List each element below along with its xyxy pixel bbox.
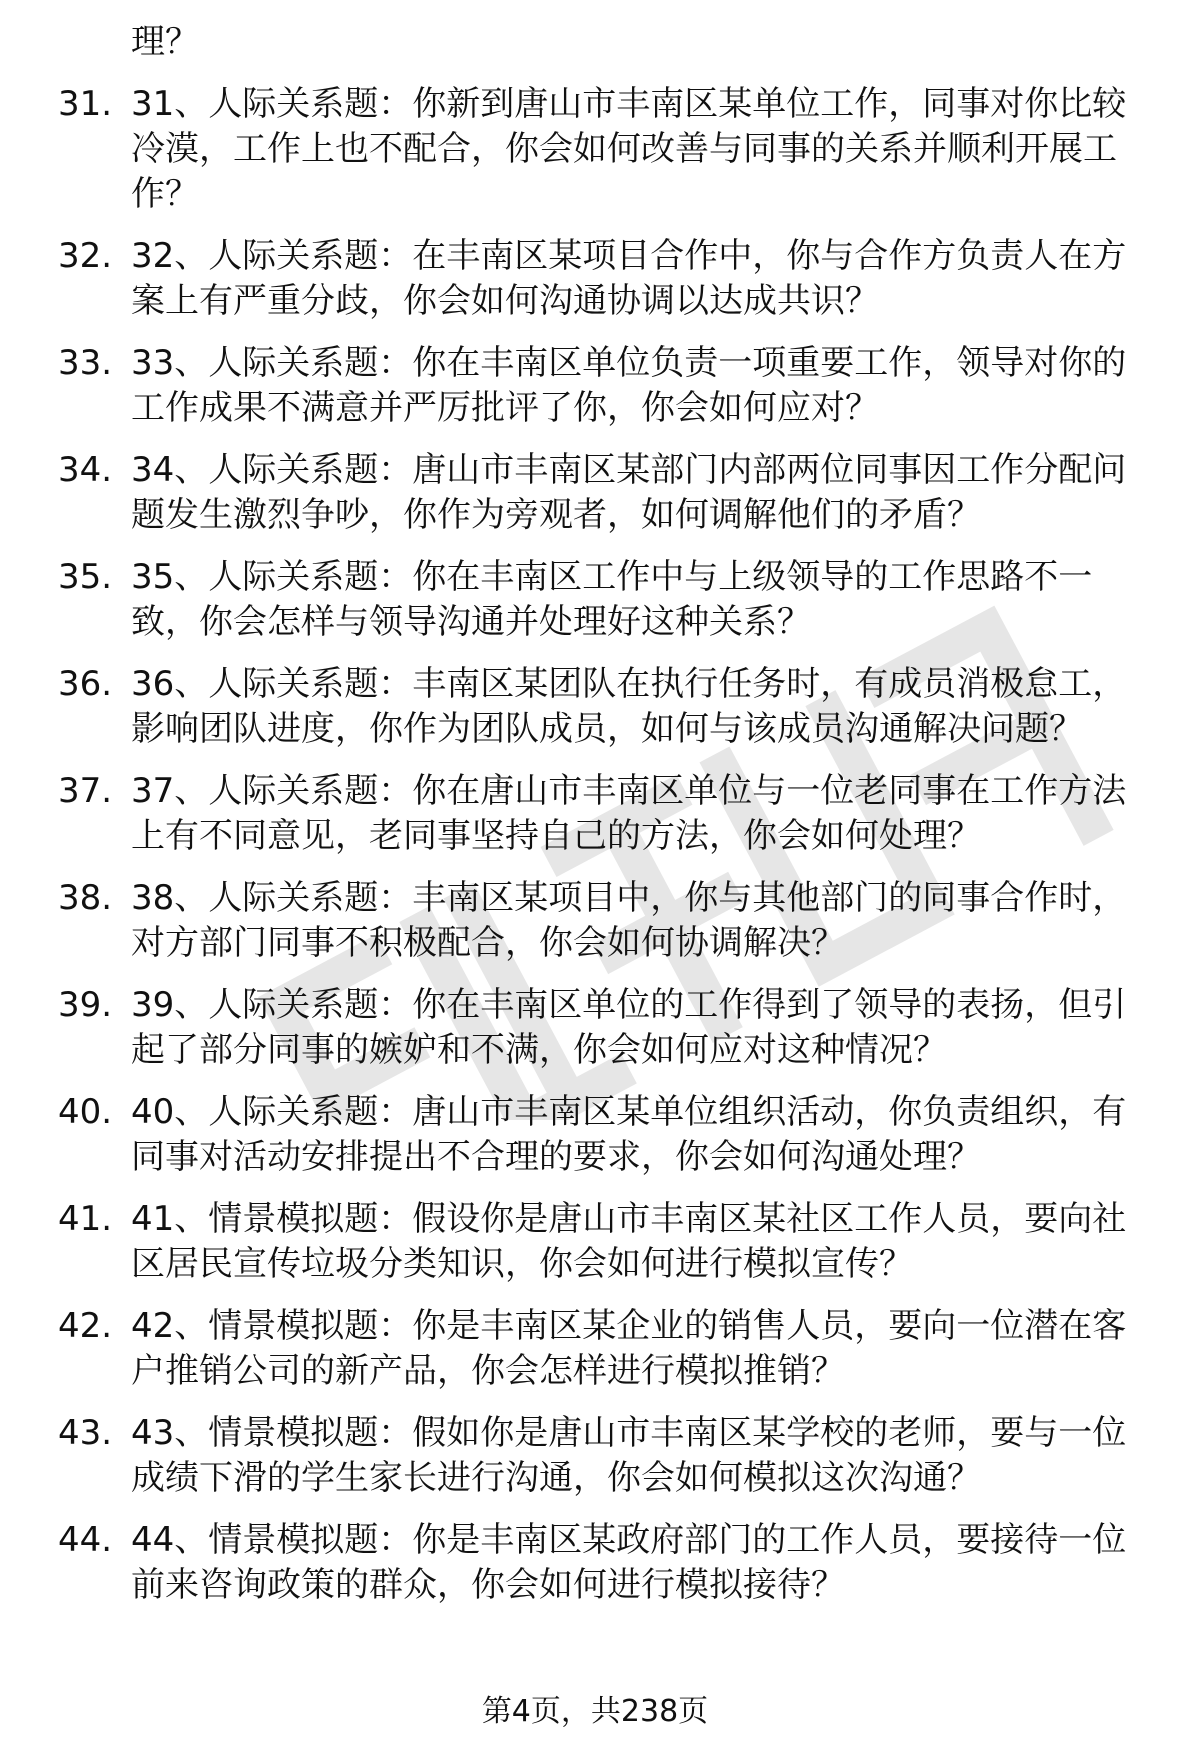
question-text: 36、人际关系题：丰南区某团队在执行任务时，有成员消极怠工，影响团队进度，你作为团队成员，如何与该成员沟通解决问题？ [131, 664, 1127, 749]
question-text: 33、人际关系题：你在丰南区单位负责一项重要工作，领导对你的工作成果不满意并严厉批评了你，你会如何应对？ [131, 343, 1127, 428]
question-number: 41. [58, 1199, 113, 1239]
question-number: 42. [58, 1306, 113, 1346]
question-text: 37、人际关系题：你在唐山市丰南区单位与一位老同事在工作方法上有不同意见，老同事坚持自己的方法，你会如何处理？ [131, 771, 1127, 856]
question-number: 36. [58, 664, 113, 704]
question-number: 43. [58, 1413, 113, 1453]
question-number: 34. [58, 450, 113, 490]
question-text: 32、人际关系题：在丰南区某项目合作中，你与合作方负责人在方案上有严重分歧，你会如何沟通协调以达成共识？ [131, 236, 1127, 321]
question-item [58, 1411, 1158, 1501]
question-text: 44、情景模拟题：你是丰南区某政府部门的工作人员，要接待一位前来咨询政策的群众，你会如何进行模拟接待？ [131, 1520, 1127, 1605]
question-text: 31、人际关系题：你新到唐山市丰南区某单位工作，同事对你比较冷漠，工作上也不配合，你会如何改善与同事的关系并顺利开展工作？ [131, 84, 1127, 214]
question-number: 32. [58, 236, 113, 276]
question-item [58, 341, 1158, 431]
question-text: 40、人际关系题：唐山市丰南区某单位组织活动，你负责组织，有同事对活动安排提出不合理的要求，你会如何沟通处理？ [131, 1092, 1127, 1177]
question-item [58, 1090, 1158, 1180]
question-number: 33. [58, 343, 113, 383]
question-number: 31. [58, 84, 113, 124]
question-number: 35. [58, 557, 113, 597]
question-item [58, 234, 1158, 324]
question-item [58, 876, 1158, 966]
question-item [58, 769, 1158, 859]
question-list [58, 82, 1158, 1608]
question-text: 43、情景模拟题：假如你是唐山市丰南区某学校的老师，要与一位成绩下滑的学生家长进行沟通，你会如何模拟这次沟通？ [131, 1413, 1127, 1498]
question-item [58, 662, 1158, 752]
question-text: 38、人际关系题：丰南区某项目中，你与其他部门的同事合作时，对方部门同事不积极配合，你会如何协调解决？ [131, 878, 1127, 963]
question-text: 42、情景模拟题：你是丰南区某企业的销售人员，要向一位潜在客户推销公司的新产品，你会怎样进行模拟推销？ [131, 1306, 1127, 1391]
question-item [58, 448, 1158, 538]
question-number: 44. [58, 1520, 113, 1560]
continuation-text: 理？ [131, 22, 199, 62]
question-number: 39. [58, 985, 113, 1025]
question-text: 35、人际关系题：你在丰南区工作中与上级领导的工作思路不一致，你会怎样与领导沟通并处理好这种关系？ [131, 557, 1093, 642]
question-item [58, 555, 1158, 645]
question-item [58, 1518, 1158, 1608]
question-item [58, 1197, 1158, 1287]
question-text: 39、人际关系题：你在丰南区单位的工作得到了领导的表扬，但引起了部分同事的嫉妒和不满，你会如何应对这种情况？ [131, 985, 1127, 1070]
question-item [58, 82, 1158, 217]
page-footer: 第4页，共238页 [481, 1694, 709, 1729]
question-text: 41、情景模拟题：假设你是唐山市丰南区某社区工作人员，要向社区居民宣传垃圾分类知识，你会如何进行模拟宣传？ [131, 1199, 1127, 1284]
question-item [58, 983, 1158, 1073]
question-item [58, 1304, 1158, 1394]
question-number: 37. [58, 771, 113, 811]
question-number: 40. [58, 1092, 113, 1132]
question-text: 34、人际关系题：唐山市丰南区某部门内部两位同事因工作分配问题发生激烈争吵，你作为旁观者，如何调解他们的矛盾？ [131, 450, 1127, 535]
question-number: 38. [58, 878, 113, 918]
question-content [58, 20, 1158, 1625]
